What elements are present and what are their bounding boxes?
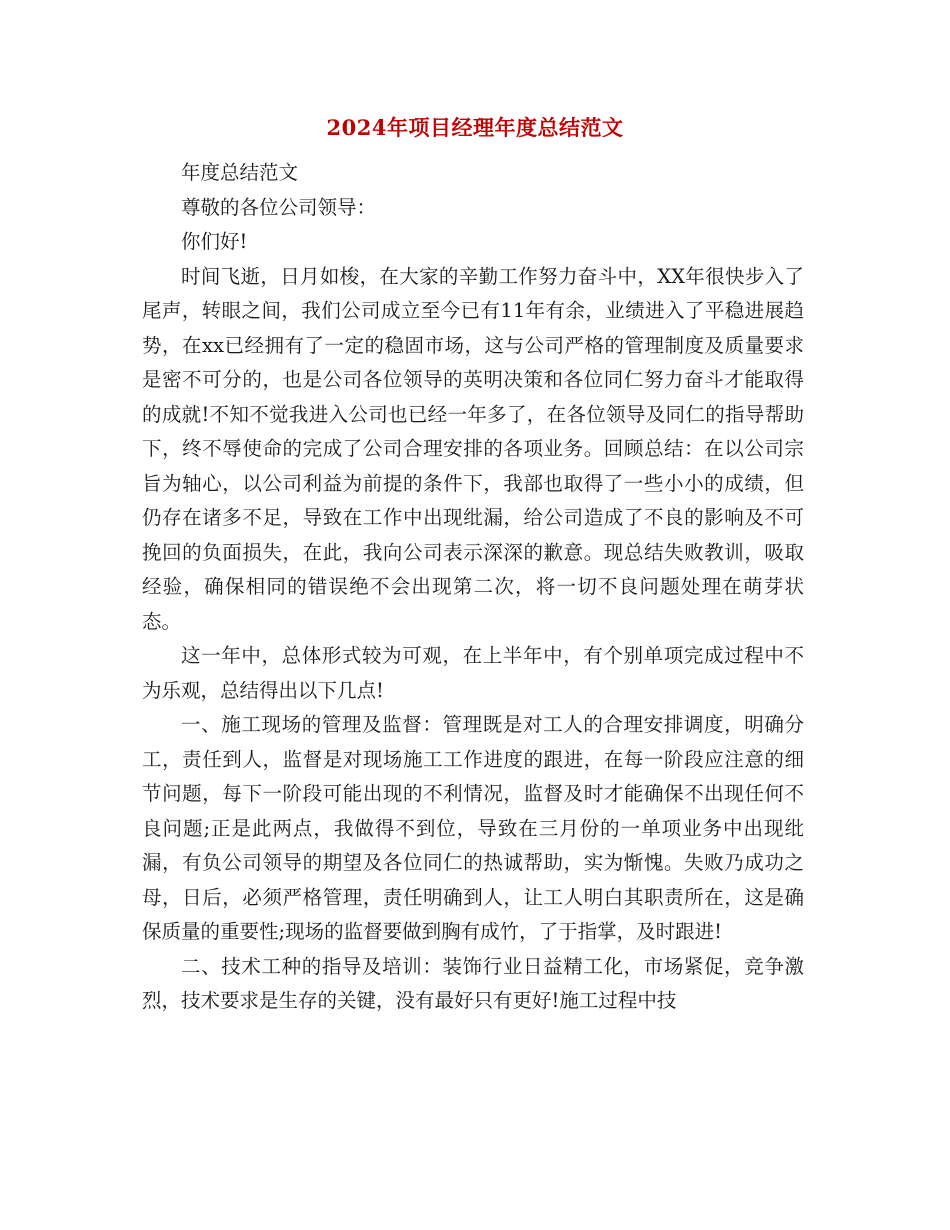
paragraph-salutation: 尊敬的各位公司领导： — [181, 195, 377, 219]
paragraph-intro: 时间飞逝，日月如梭，在大家的辛勤工作努力奋斗中，XX年很快步入了尾声，转眼之间，我们公司成立至今已有11年有余，业绩进入了平稳进展趋势，在xx已经拥有了一定的稳固市场，这与公司严格的管理制度及质量要求是密不可分的，也是公司各位领导的英明决策和各位同仁努力奋斗才能取得的成就!不知不觉我进入公司也已经一年多了，在各位领导及同仁的指导帮助下，终不辱使命的完成了公司合理安排的各项业务。回顾总结：在以公司宗旨为轴心，以公司利益为前提的条件下，我部也取得了一些小小的成绩，但仍存在诸多不足，导致在工作中出现纰漏，给公司造成了不良的影响及不可挽回的负面损失，在此，我向公司表示深深的歉意。现总结失败教训，吸取经验，确保相同的错误绝不会出现第二次，将一切不良问题处理在萌芽状态。 — [142, 264, 804, 633]
document-body — [142, 156, 804, 1019]
paragraph-greeting: 你们好! — [181, 230, 248, 253]
paragraph-heading: 年度总结范文 — [181, 161, 299, 184]
paragraph-section-2: 二、技术工种的指导及培训：装饰行业日益精工化，市场紧促，竞争激烈，技术要求是生存的关键，没有最好只有更好!施工过程中技 — [142, 954, 804, 1012]
document-title: 2024年项目经理年度总结范文 — [326, 115, 624, 140]
paragraph-overview: 这一年中，总体形式较为可观，在上半年中，有个别单项完成过程中不为乐观，总结得出以下几点! — [142, 644, 804, 702]
paragraph-section-1: 一、施工现场的管理及监督：管理既是对工人的合理安排调度，明确分工，责任到人，监督是对现场施工工作进度的跟进，在每一阶段应注意的细节问题，每下一阶段可能出现的不利情况，监督及时才能确保不出现任何不良问题;正是此两点，我做得不到位，导致在三月份的一单项业务中出现纰漏，有负公司领导的期望及各位同仁的热诚帮助，实为惭愧。失败乃成功之母，日后，必须严格管理，责任明确到人，让工人明白其职责所在，这是确保质量的重要性;现场的监督要做到胸有成竹，了于指掌，及时跟进! — [142, 713, 804, 943]
